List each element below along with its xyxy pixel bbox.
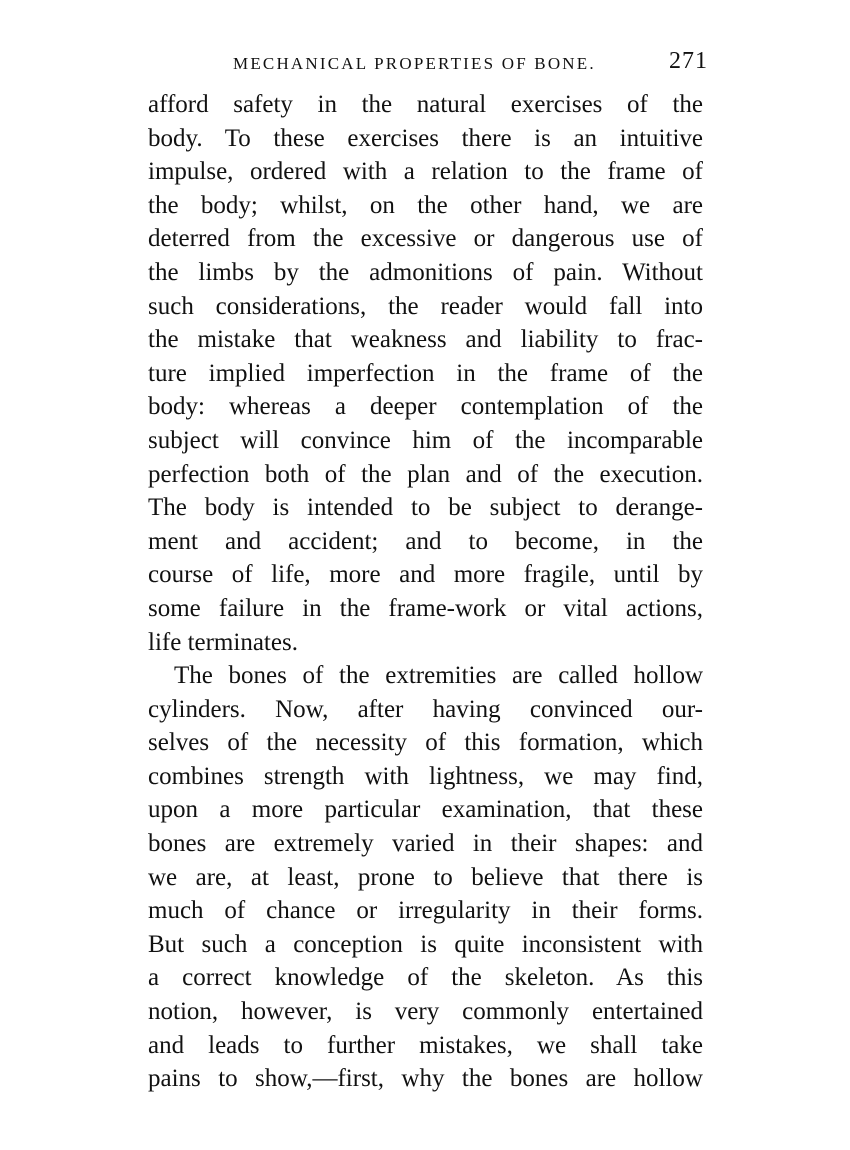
text-line: impulse, ordered with a relation to the frame of [148, 158, 703, 186]
text-line: notion, however, is very commonly entertained [148, 998, 703, 1026]
running-header [148, 48, 708, 78]
text-line: The body is intended to be subject to derange- [148, 494, 703, 522]
text-line: selves of the necessity of this formation, which [148, 729, 703, 757]
text-line: afford safety in the natural exercises of the [148, 91, 703, 118]
paragraph-2 [148, 659, 703, 1096]
text-line: the body; whilst, on the other hand, we are [148, 191, 703, 219]
text-line: some failure in the frame-work or vital actions, [148, 594, 703, 622]
text-line: upon a more particular examination, that these [148, 796, 703, 824]
text-line: much of chance or irregularity in their forms. [148, 897, 703, 925]
text-line: bones are extremely varied in their shapes: and [148, 830, 703, 858]
text-line: we are, at least, prone to believe that there is [148, 863, 703, 891]
text-line: deterred from the excessive or dangerous use of [148, 225, 703, 253]
text-line: the limbs by the admonitions of pain. Without [148, 258, 703, 286]
body-text [148, 88, 703, 1096]
running-title: MECHANICAL PROPERTIES OF BONE. [233, 54, 596, 73]
text-line: subject will convince him of the incomparable [148, 426, 703, 454]
text-line: ment and accident; and to become, in the [148, 527, 703, 555]
text-line: such considerations, the reader would fall into [148, 292, 703, 320]
paragraph-1 [148, 88, 703, 659]
text-line: combines strength with lightness, we may find, [148, 762, 703, 790]
text-line: ture implied imperfection in the frame of the [148, 359, 703, 387]
page-number: 271 [669, 48, 708, 74]
text-line: But such a conception is quite inconsistent with [148, 930, 703, 958]
text-line: a correct knowledge of the skeleton. As this [148, 964, 703, 992]
text-line: perfection both of the plan and of the execution. [148, 460, 703, 488]
text-line: and leads to further mistakes, we shall take [148, 1031, 703, 1059]
text-line: The bones of the extremities are called hollow [174, 662, 703, 690]
text-line: the mistake that weakness and liability to frac- [148, 326, 703, 354]
text-line: pains to show,—first, why the bones are hollow [148, 1065, 703, 1093]
text-line: body. To these exercises there is an intuitive [148, 124, 703, 152]
text-line: course of life, more and more fragile, until by [148, 561, 703, 589]
text-line: body: whereas a deeper contemplation of the [148, 393, 703, 421]
text-line: life terminates. [148, 628, 298, 656]
text-line: cylinders. Now, after having convinced our- [148, 695, 703, 723]
